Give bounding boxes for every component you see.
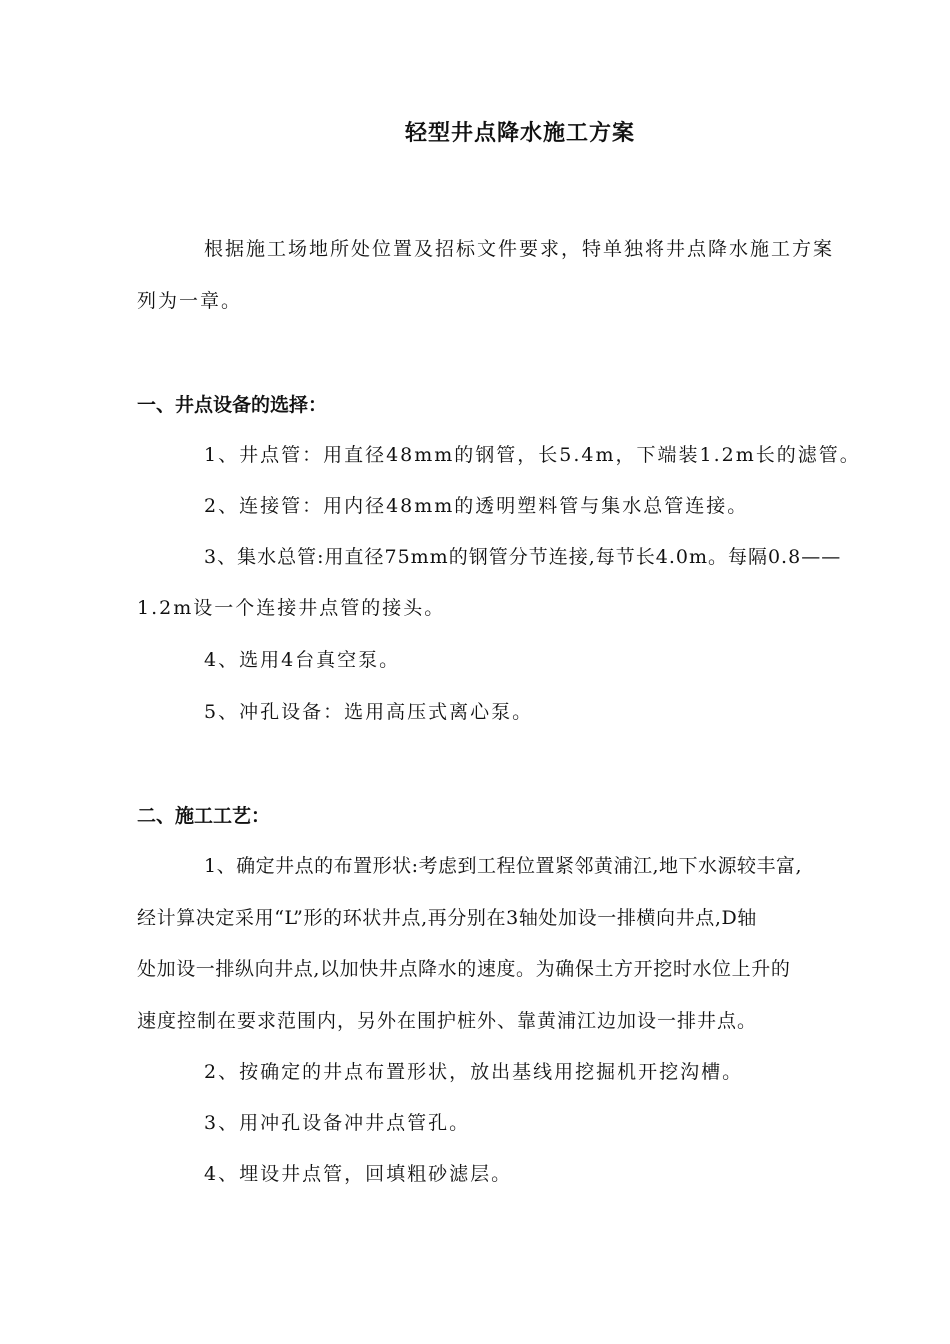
section-1-item-1: 1、井点管：用直径48mm的钢管，长5.4m，下端装1.2m长的滤管。 xyxy=(204,444,861,466)
section-2-item-1-line-1: 1、确定井点的布置形状:考虑到工程位置紧邻黄浦江,地下水源较丰富, xyxy=(204,855,803,877)
section-2-item-4: 4、埋设井点管，回填粗砂滤层。 xyxy=(204,1163,513,1185)
section-1-item-2: 2、连接管：用内径48mm的透明塑料管与集水总管连接。 xyxy=(204,495,749,517)
document-title: 轻型井点降水施工方案 xyxy=(404,121,635,146)
section-1-item-3-line-2: 1.2m设一个连接井点管的接头。 xyxy=(137,597,446,619)
section-2-item-3: 3、用冲孔设备冲井点管孔。 xyxy=(204,1112,471,1134)
section-2-item-1-line-4: 速度控制在要求范围内，另外在围护桩外、靠黄浦江边加设一排井点。 xyxy=(137,1010,758,1032)
section-2-heading: 二、施工工艺： xyxy=(137,805,271,827)
intro-line-2: 列为一章。 xyxy=(137,290,243,312)
section-1-item-5: 5、冲孔设备：选用高压式离心泵。 xyxy=(204,701,534,723)
intro-line-1: 根据施工场地所处位置及招标文件要求，特单独将井点降水施工方案 xyxy=(204,238,835,260)
section-2-item-1-line-3: 处加设一排纵向井点,以加快井点降水的速度。为确保土方开挖时水位上升的 xyxy=(137,958,791,980)
section-1-item-4: 4、选用4台真空泵。 xyxy=(204,649,401,671)
section-2-item-2: 2、按确定的井点布置形状，放出基线用挖掘机开挖沟槽。 xyxy=(204,1061,744,1083)
section-2-item-1-line-2: 经计算决定采用“L”形的环状井点,再分别在3轴处加设一排横向井点,D轴 xyxy=(137,907,757,929)
section-1-heading: 一、井点设备的选择： xyxy=(137,394,328,416)
section-1-item-3-line-1: 3、集水总管:用直径75mm的钢管分节连接,每节长4.0m。每隔0.8—— xyxy=(204,546,842,568)
